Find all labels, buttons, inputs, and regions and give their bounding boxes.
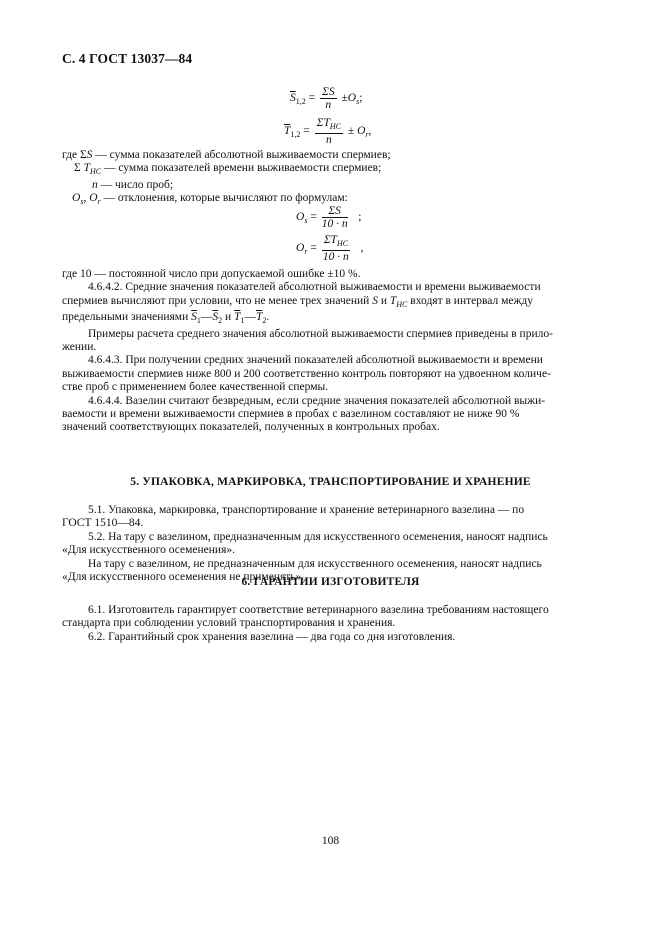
paragraph-4642-line2: спермиев вычисляют при условии, что не менее трех значений S и $T_{НС}$ входят в интервал между — [62, 294, 534, 309]
section-5-title: 5. УПАКОВКА, МАРКИРОВКА, ТРАНСПОРТИРОВАНИЕ И ХРАНЕНИЕ — [130, 476, 531, 488]
fraction-denominator: n — [325, 99, 332, 111]
formula-sub: s — [356, 97, 360, 107]
formula-tail: ±O — [341, 92, 357, 105]
formula-fraction — [320, 86, 337, 111]
formula-sub: r — [304, 247, 308, 257]
main-text-block — [62, 268, 599, 435]
paragraph-4644-line3: значений соответствующих показателей, полученных в контрольных пробах. — [62, 421, 440, 434]
paragraph-4642-line1: 4.6.4.2. Средние значения показателей абсолютной выживаемости и времени выживаемости — [88, 281, 541, 294]
paragraph-61-line2: стандарта при соблюдении условий транспортирования и хранения. — [62, 617, 396, 630]
definition-sum-t: Σ $T_{НС}$ — сумма показателей времени выживаемости спермиев; — [74, 162, 382, 177]
fraction-denominator: n — [325, 134, 332, 146]
formula-end: , — [360, 242, 364, 255]
fraction-denominator: 10 · n — [321, 218, 348, 230]
paragraph-4642-line3: предельными значениями $\overline{S}_1—\overline{S}_2$ и $\overline{T}_1—\overline{T}_2$. — [62, 311, 270, 326]
definition-deviations: $O_s$, $O_r$ — отклонения, которые вычисляют по формулам: — [72, 192, 348, 207]
paragraph-51-line1: 5.1. Упаковка, маркировка, транспортирование и хранение ветеринарного вазелина — по — [88, 504, 525, 516]
definition-sum-s: где ΣS — сумма показателей абсолютной выживаемости спермиев; — [62, 149, 391, 161]
formula-var: $\overline{S}$ — [290, 92, 296, 105]
formula-t12: $\overline{T}_{1,2}$ = $\frac{\Sigma T_{НС}}{n}$ ± $O_r$, — [284, 117, 372, 146]
paragraph-examples-line1: Примеры расчета среднего значения абсолютной выживаемости спермиев приведены в прило- — [88, 327, 553, 340]
section-6-title: 6. ГАРАНТИИ ИЗГОТОВИТЕЛЯ — [241, 576, 420, 588]
formula-os: $O_s$ = $\frac{\Sigma S}{10 \cdot n}$ ; — [296, 205, 362, 230]
formula-sub: 1,2 — [290, 130, 301, 140]
paragraph-4643-line3: стве проб с применением более качественной спермы. — [62, 381, 329, 394]
after-formulas-text: где 10 — постоянной число при допускаемой ошибке ±10 %. — [62, 268, 361, 280]
paragraph-examples-line2: жении. — [62, 341, 97, 354]
formula-var: O — [296, 242, 305, 255]
formula-sub: 1,2 — [295, 97, 306, 107]
formula-or: $O_r$ = $\frac{\Sigma T_{НС}}{10 \cdot n}$ , — [296, 234, 364, 263]
formula-var: $\overline{T}$ — [284, 125, 291, 138]
paragraph-53-line2: «Для искусственного осеменения не применять». — [62, 571, 305, 584]
formula-s12: $\overline{S}_{1,2}$ = $\frac{\Sigma S}{n}$ $\pm O_s$; — [290, 86, 363, 111]
formula-tail: ± O — [347, 125, 366, 138]
fraction-numerator: $\Sigma T_{НС}$ — [315, 117, 343, 134]
paragraph-4644-line1: 4.6.4.4. Вазелин считают безвредным, если средние значения показателей абсолютной выжи- — [88, 394, 546, 407]
formula-end: ; — [358, 211, 362, 224]
section-6-body — [62, 604, 599, 644]
paragraph-62: 6.2. Гарантийный срок хранения вазелина — два года со дня изготовления. — [88, 630, 456, 643]
formula-var: O — [296, 211, 305, 224]
formula-end: , — [368, 125, 372, 138]
paragraph-4644-line2: ваемости и времени выживаемости спермиев в пробах с вазелином составляют не ниже 90 % — [62, 408, 520, 421]
section-5-body — [62, 504, 599, 584]
formula-sub: s — [304, 216, 308, 226]
fraction-denominator: 10 · n — [322, 251, 349, 263]
definition-n: n — число проб; — [92, 178, 174, 191]
formula-sub: r — [365, 130, 369, 140]
page-header: С. 4 ГОСТ 13037—84 — [62, 51, 193, 66]
paragraph-4643-line1: 4.6.4.3. При получении средних значений показателей абсолютной выживаемости и времени — [88, 354, 543, 367]
paragraph-4643-line2: выживаемости спермиев ниже 800 и 200 соответственно контроль повторяют на удвоенном количе- — [62, 367, 551, 380]
definitions-block — [62, 149, 599, 209]
fraction-numerator: ΣS — [322, 205, 348, 218]
page-number: 108 — [321, 835, 340, 847]
formula-fraction — [315, 117, 343, 146]
paragraph-52-line1: 5.2. На тару с вазелином, предназначенным для искусственного осеменения, наносят надпись — [88, 530, 548, 543]
paragraph-52-line2: «Для искусственного осеменения». — [62, 544, 235, 557]
paragraph-53-line1: На тару с вазелином, не предназначенным для искусственного осеменения, наносят надпись — [88, 557, 542, 570]
paragraph-61-line1: 6.1. Изготовитель гарантирует соответствие ветеринарного вазелина требованиям настоящего — [88, 604, 549, 616]
fraction-numerator: ΣS — [322, 86, 335, 98]
formula-end: ; — [359, 92, 363, 105]
formula-fraction — [322, 205, 348, 230]
formula-fraction — [322, 234, 350, 263]
paragraph-51-line2: ГОСТ 1510—84. — [62, 517, 144, 530]
fraction-numerator: $\Sigma T_{НС}$ — [322, 234, 350, 251]
